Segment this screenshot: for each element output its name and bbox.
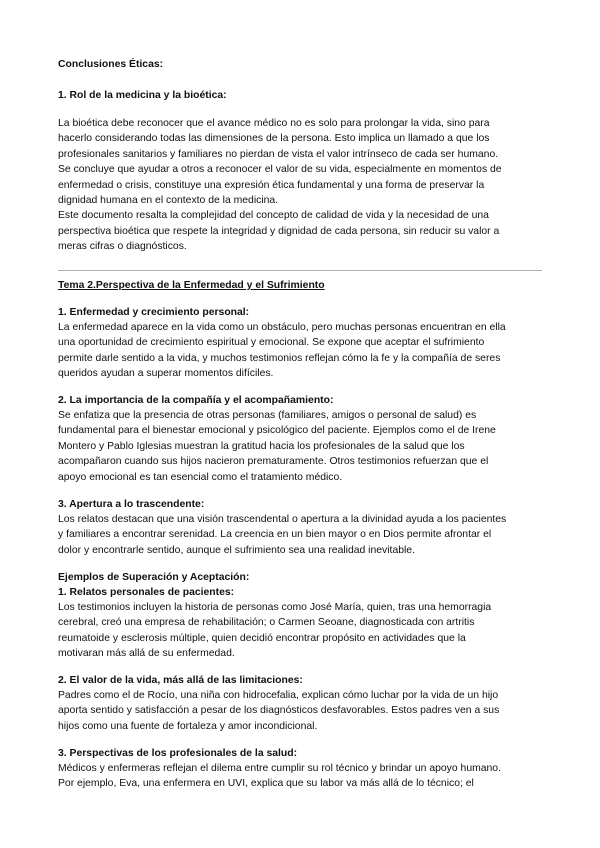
section-heading-ejemplos: Ejemplos de Superación y Aceptación: xyxy=(58,572,250,583)
paragraph-trascendente xyxy=(58,512,544,558)
text-line: La bioética debe reconocer que el avance médico no es solo para prolongar la vida, sino para xyxy=(58,118,490,129)
subsection-heading-trascendente: 3. Apertura a lo trascendente: xyxy=(58,499,205,510)
page-title: Conclusiones Éticas: xyxy=(58,59,164,70)
text-line: queridos ayudan a superar momentos difíciles. xyxy=(58,368,274,380)
text-line: meras cifras o diagnósticos. xyxy=(58,241,187,253)
text-line: Médicos y enfermeras reflejan el dilema entre cumplir su rol técnico y brindar un apoyo humano. xyxy=(58,763,501,774)
text-line: fundamental para el bienestar emocional y psicológico del paciente. Ejemplos como el de Irene xyxy=(58,425,496,437)
text-line: La enfermedad aparece en la vida como un obstáculo, pero muchas personas encuentran en ella xyxy=(58,322,506,333)
text-line: aporta sentido y satisfacción a pesar de los diagnósticos desfavorables. Estos padres ven a sus xyxy=(58,705,500,717)
text-line: una oportunidad de crecimiento espiritual y emocional. Se expone que aceptar el sufrimiento xyxy=(58,337,485,349)
subsection-heading-enfermedad: 1. Enfermedad y crecimiento personal: xyxy=(58,307,250,318)
text-line: hacerlo considerando todas las dimensiones de la persona. Esto implica un llamado a que los xyxy=(58,133,490,145)
subsection-heading-relatos: 1. Relatos personales de pacientes: xyxy=(58,587,235,598)
text-line: Padres como el de Rocío, una niña con hidrocefalia, explican cómo luchar por la vida de un hijo xyxy=(58,690,499,701)
text-line: Se enfatiza que la presencia de otras personas (familiares, amigos o personal de salud) es xyxy=(58,410,477,421)
section-heading-tema-2: Tema 2.Perspectiva de la Enfermedad y el Sufrimiento xyxy=(58,280,325,291)
text-line: Se concluye que ayudar a otros a reconocer el valor de su vida, especialmente en momentos de xyxy=(58,164,502,176)
paragraph-rol-medicina xyxy=(58,116,544,255)
paragraph-compania xyxy=(58,408,544,485)
paragraph-profesionales xyxy=(58,761,544,792)
paragraph-enfermedad xyxy=(58,320,544,382)
text-line: y familiares a encontrar serenidad. La creencia en un bien mayor o en Dios permite afrontar el xyxy=(58,529,492,541)
paragraph-valor-vida xyxy=(58,688,544,734)
subsection-heading-profesionales: 3. Perspectivas de los profesionales de la salud: xyxy=(58,748,298,759)
text-line: dignidad humana en el contexto de la medicina. xyxy=(58,195,279,207)
text-line: Los relatos destacan que una visión trascendental o apertura a la divinidad ayuda a los pacientes xyxy=(58,514,507,525)
text-line: permite darle sentido a la vida, y muchos testimonios reflejan cómo la fe y la compañía de seres xyxy=(58,352,501,364)
text-line: reumatoide y esclerosis múltiple, quien decidió encontrar propósito en actividades que la xyxy=(58,632,466,644)
text-line: apoyo emocional es tan esencial como el tratamiento médico. xyxy=(58,471,343,483)
horizontal-divider xyxy=(58,270,542,271)
subsection-heading-valor-vida: 2. El valor de la vida, más allá de las limitaciones: xyxy=(58,675,303,686)
text-line: dolor y encontrarle sentido, aunque el sufrimiento sea una realidad inevitable. xyxy=(58,544,415,556)
text-line: Por ejemplo, Eva, una enfermera en UVI, explica que su labor va más allá de lo técnico; el xyxy=(58,778,474,790)
text-line: hijos como una fuente de fortaleza y amor incondicional. xyxy=(58,720,318,732)
text-line: profesionales sanitarios y familiares no pierdan de vista el valor intrínseco de cada ser humano. xyxy=(58,148,499,160)
text-line: perspectiva bioética que respete la integridad y dignidad de cada persona, sin reducir su valor a xyxy=(58,225,500,237)
text-line: cerebral, creó una empresa de rehabilitación; o Carmen Seoane, diagnosticada con artritis xyxy=(58,617,475,629)
text-line: Los testimonios incluyen la historia de personas como José María, quien, tras una hemorragia xyxy=(58,602,492,613)
text-line: motivaran más allá de su enfermedad. xyxy=(58,648,235,660)
text-line: enfermedad o crisis, constituye una expresión ética fundamental y una forma de preservar la xyxy=(58,179,485,191)
text-line: Montero y Pablo Iglesias muestran la gratitud hacia los profesionales de la salud que los xyxy=(58,440,465,452)
subsection-heading-compania: 2. La importancia de la compañía y el acompañamiento: xyxy=(58,395,334,406)
paragraph-relatos xyxy=(58,600,544,662)
text-line: acompañaron cuando sus hijos nacieron prematuramente. Otros testimonios refuerzan que el xyxy=(58,456,489,468)
text-line: Este documento resalta la complejidad del concepto de calidad de vida y la necesidad de una xyxy=(58,210,489,222)
section-heading-rol-medicina: 1. Rol de la medicina y la bioética: xyxy=(58,90,227,101)
